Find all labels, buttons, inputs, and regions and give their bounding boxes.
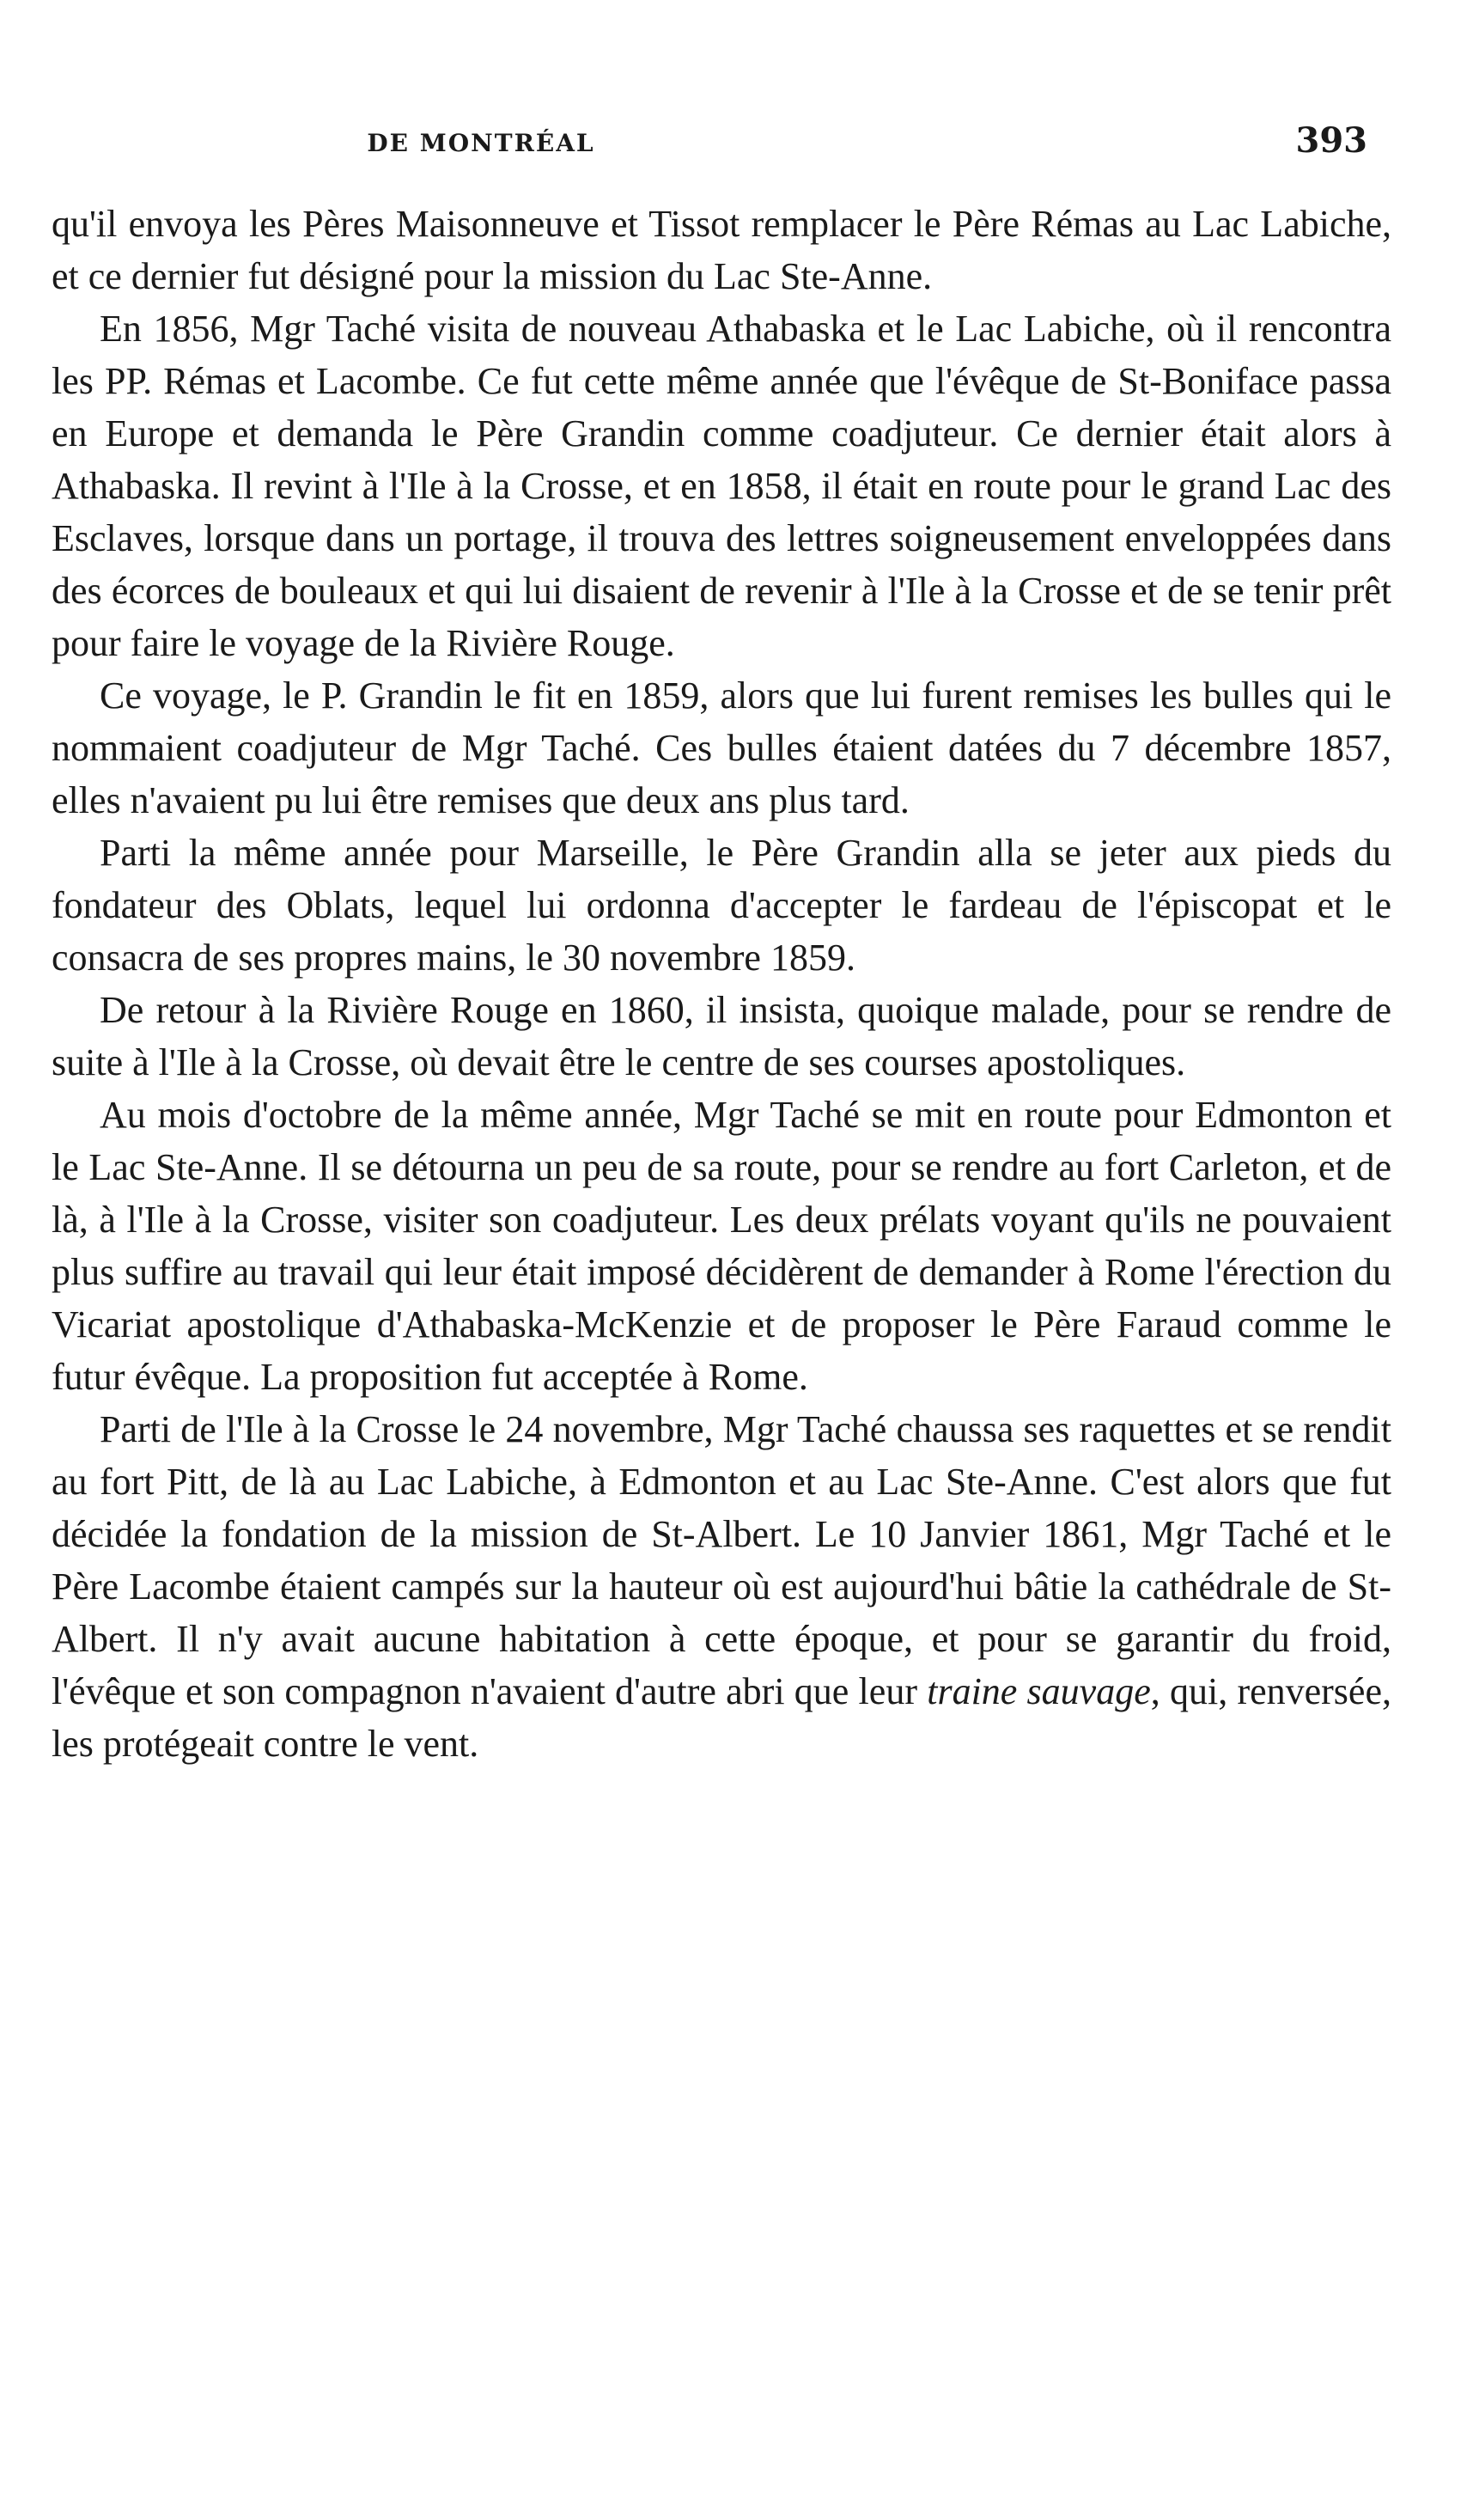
paragraph: En 1856, Mgr Taché visita de nouveau Athabaska et le Lac Labiche, où il rencontra les PP. Rémas et Lacombe. Ce fut cette même année que l'évêque de St-Boniface passa en Europe et demanda le Père Grandin comme coadjuteur. Ce dernier était alors à Athabaska. Il revint à l'Ile à la Crosse, et en 1858, il était en route pour le grand Lac des Esclaves, lorsque dans un portage, il trouva des lettres soigneusement enveloppées dans des écorces de bouleaux et qui lui disaient de revenir à l'Ile à la Crosse et de se tenir prêt pour faire le voyage de la Rivière Rouge. [52, 308, 1391, 664]
paragraph: De retour à la Rivière Rouge en 1860, il insista, quoique malade, pour se rendre de suite à l'Ile à la Crosse, où devait être le centre de ses courses apostoliques. [52, 989, 1391, 1083]
page-header [52, 120, 1391, 172]
running-title: DE MONTRÉAL [367, 129, 595, 157]
paragraph: Ce voyage, le P. Grandin le fit en 1859, alors que lui furent remises les bulles qui le nommaient coadjuteur de Mgr Taché. Ces bulles étaient datées du 7 décembre 1857, elles n'avaient pu lui être remises que deux ans plus tard. [52, 674, 1391, 821]
paragraph-text: , qui, renversée, les protégeait contre le vent. [52, 1670, 1391, 1765]
paragraph: qu'il envoya les Pères Maisonneuve et Tissot remplacer le Père Rémas au Lac Labiche, et ce dernier fut désigné pour la mission du Lac Ste-Anne. [52, 203, 1391, 297]
page-number: 393 [1295, 120, 1367, 161]
body-text [52, 198, 1391, 1770]
italic-phrase: traine sauvage [927, 1670, 1151, 1712]
paragraph-text: Parti de l'Ile à la Crosse le 24 novembre, Mgr Taché chaussa ses raquettes et se rendit au fort Pitt, de là au Lac Labiche, à Edmonton et au Lac Ste-Anne. C'est alors que fut décidée la fondation de la mission de St-Albert. Le 10 Janvier 1861, Mgr Taché et le Père Lacombe étaient campés sur la hauteur où est aujourd'hui bâtie la cathédrale de St-Albert. Il n'y avait aucune habitation à cette époque, et pour se garantir du froid, l'évêque et son compagnon n'avaient d'autre abri que leur [52, 1408, 1391, 1712]
book-page [52, 0, 1391, 2520]
paragraph [52, 1403, 1391, 1770]
paragraph: Parti la même année pour Marseille, le Père Grandin alla se jeter aux pieds du fondateur des Oblats, lequel lui ordonna d'accepter le fardeau de l'épiscopat et le consacra de ses propres mains, le 30 novembre 1859. [52, 832, 1391, 979]
paragraph: Au mois d'octobre de la même année, Mgr Taché se mit en route pour Edmonton et le Lac Ste-Anne. Il se détourna un peu de sa route, pour se rendre au fort Carleton, et de là, à l'Ile à la Crosse, visiter son coadjuteur. Les deux prélats voyant qu'ils ne pouvaient plus suffire au travail qui leur était imposé décidèrent de demander à Rome l'érection du Vicariat apostolique d'Athabaska-McKenzie et de proposer le Père Faraud comme le futur évêque. La proposition fut acceptée à Rome. [52, 1094, 1391, 1398]
